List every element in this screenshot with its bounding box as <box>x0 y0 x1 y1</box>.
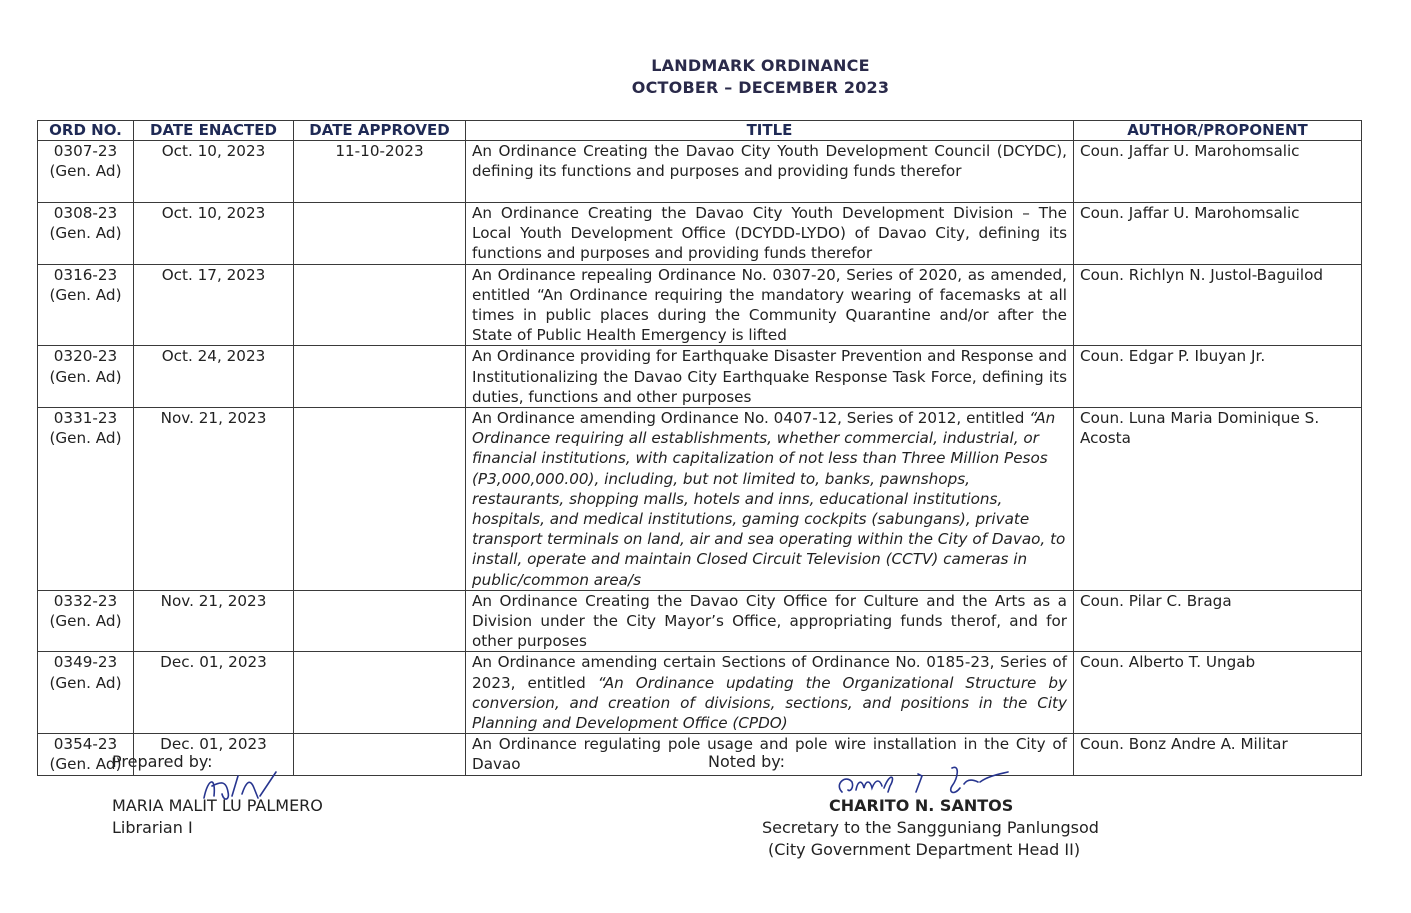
date-approved-cell <box>294 734 466 775</box>
date-approved-cell: 11-10-2023 <box>294 141 466 203</box>
date-enacted-cell: Dec. 01, 2023 <box>134 734 294 775</box>
ordinance-table <box>37 120 1362 776</box>
date-enacted-cell: Nov. 21, 2023 <box>134 408 294 591</box>
author-cell: Coun. Richlyn N. Justol-Baguilod <box>1074 264 1362 346</box>
ord-no: 0320-23 <box>53 347 118 366</box>
author-cell: Coun. Alberto T. Ungab <box>1074 652 1362 734</box>
date-enacted-cell: Oct. 17, 2023 <box>134 264 294 346</box>
title-text: An Ordinance amending certain Sections of Ordinance No. 0185-23, Series of 2023, entitled <box>472 653 1067 692</box>
col-header-date-enacted: DATE ENACTED <box>134 121 294 141</box>
ord-no-cell <box>38 346 134 408</box>
noted-by-position-line2: (City Government Department Head II) <box>768 840 1081 859</box>
date-approved-cell <box>294 652 466 734</box>
table-row <box>38 203 1362 265</box>
author-cell: Coun. Luna Maria Dominique S. Acosta <box>1074 408 1362 591</box>
ord-type: (Gen. Ad) <box>49 673 122 692</box>
ord-type: (Gen. Ad) <box>49 755 122 774</box>
date-enacted-cell: Oct. 10, 2023 <box>134 203 294 265</box>
col-header-author: AUTHOR/PROPONENT <box>1074 121 1362 141</box>
table-row <box>38 590 1362 652</box>
ord-no: 0308-23 <box>53 204 118 222</box>
ord-no: 0307-23 <box>53 142 118 160</box>
author-cell: Coun. Bonz Andre A. Militar <box>1074 734 1362 775</box>
document-subtitle: OCTOBER – DECEMBER 2023 <box>631 78 890 97</box>
table-row <box>38 408 1362 591</box>
author-cell: Coun. Jaffar U. Marohomsalic <box>1074 203 1362 265</box>
title-italic-text: “An Ordinance updating the Organizational Structure by conversion, and creation of divisions, sections, and positions in the City Planning and Development Office (CPDO) <box>472 673 1067 733</box>
title-text: An Ordinance amending Ordinance No. 0407-12, Series of 2012, entitled <box>472 409 1030 428</box>
col-header-date-approved: DATE APPROVED <box>294 121 466 141</box>
table-row <box>38 264 1362 346</box>
title-cell <box>466 264 1074 346</box>
ord-type: (Gen. Ad) <box>49 612 122 631</box>
date-enacted-cell: Oct. 24, 2023 <box>134 346 294 408</box>
ord-no-cell <box>38 590 134 652</box>
author-cell: Coun. Edgar P. Ibuyan Jr. <box>1074 346 1362 408</box>
title-cell <box>466 408 1074 591</box>
date-enacted-cell: Oct. 10, 2023 <box>134 141 294 203</box>
ord-no: 0349-23 <box>53 653 118 672</box>
ord-no-cell <box>38 141 134 203</box>
ord-type: (Gen. Ad) <box>49 367 122 386</box>
date-enacted-cell: Dec. 01, 2023 <box>134 652 294 734</box>
title-text: An Ordinance providing for Earthquake Disaster Prevention and Response and Institutionalizing the Davao City Earthquake Response Task Force, defining its duties, functions and other purposes <box>472 347 1067 406</box>
ord-no-cell <box>38 652 134 734</box>
ord-no: 0331-23 <box>53 409 118 428</box>
date-approved-cell <box>294 346 466 408</box>
date-enacted-cell: Nov. 21, 2023 <box>134 590 294 652</box>
date-approved-cell <box>294 203 466 265</box>
prepared-by-name: MARIA MALIT LU PALMERO <box>112 796 323 815</box>
title-text: An Ordinance Creating the Davao City Youth Development Division – The Local Youth Development Office (DCYDD-LYDO) of Davao City, defining its functions and purposes and providing funds therefor <box>472 204 1067 263</box>
table-row <box>38 141 1362 203</box>
ord-type: (Gen. Ad) <box>49 162 122 181</box>
date-approved-cell <box>294 264 466 346</box>
title-cell <box>466 652 1074 734</box>
title-cell <box>466 346 1074 408</box>
ord-no-cell <box>38 203 134 265</box>
document-title: LANDMARK ORDINANCE <box>651 56 870 75</box>
title-text: An Ordinance Creating the Davao City Office for Culture and the Arts as a Division under the City Mayor’s Office, appropriating funds therof, and for other purposes <box>472 591 1067 651</box>
ord-no: 0332-23 <box>53 591 118 610</box>
table-row <box>38 346 1362 408</box>
author-cell: Coun. Pilar C. Braga <box>1074 590 1362 652</box>
prepared-by-position: Librarian I <box>112 818 193 837</box>
ord-no-cell <box>38 264 134 346</box>
title-text: An Ordinance repealing Ordinance No. 0307-20, Series of 2020, as amended, entitled “An Ordinance requiring the mandatory wearing of facemasks at all times in public places during the Community Quarantine and/or after the State of Public Health Emergency is lifted <box>472 265 1067 345</box>
table-row <box>38 652 1362 734</box>
date-approved-cell <box>294 408 466 591</box>
ord-type: (Gen. Ad) <box>49 429 122 448</box>
title-cell <box>466 590 1074 652</box>
noted-by-name: CHARITO N. SANTOS <box>829 796 1014 815</box>
ord-no: 0354-23 <box>53 735 118 754</box>
author-cell: Coun. Jaffar U. Marohomsalic <box>1074 141 1362 203</box>
ord-type: (Gen. Ad) <box>49 285 122 304</box>
title-text: An Ordinance Creating the Davao City Youth Development Council (DCYDC), defining its functions and purposes and providing funds therefor <box>472 142 1067 181</box>
ord-no-cell <box>38 408 134 591</box>
table-header-row <box>38 121 1362 141</box>
col-header-title: TITLE <box>466 121 1074 141</box>
title-italic-text: “An Ordinance requiring all establishments, whether commercial, industrial, or financial institutions, with capitalization of not less than Three Million Pesos (P3,000,000.00), including, but not limited to, banks, pawnshops, restaurants, shopping malls, hotels and inns, educational institutions, hospitals, and medical institutions, gaming cockpits (sabungans), private transport terminals on land, air and sea operating within the City of Davao, to install, operate and maintain Closed Circuit Television (CCTV) cameras in public/common area/s <box>472 409 1066 589</box>
title-text: An Ordinance regulating pole usage and pole wire installation in the City of Davao <box>472 735 1067 774</box>
ord-type: (Gen. Ad) <box>49 224 122 243</box>
noted-by-label: Noted by: <box>708 752 785 771</box>
date-approved-cell <box>294 590 466 652</box>
title-cell <box>466 203 1074 265</box>
prepared-by-label: Prepared by: <box>112 752 213 771</box>
col-header-ord-no: ORD NO. <box>38 121 134 141</box>
noted-by-position-line1: Secretary to the Sangguniang Panlungsod <box>762 818 1099 837</box>
ord-no: 0316-23 <box>53 265 118 284</box>
title-cell <box>466 141 1074 203</box>
